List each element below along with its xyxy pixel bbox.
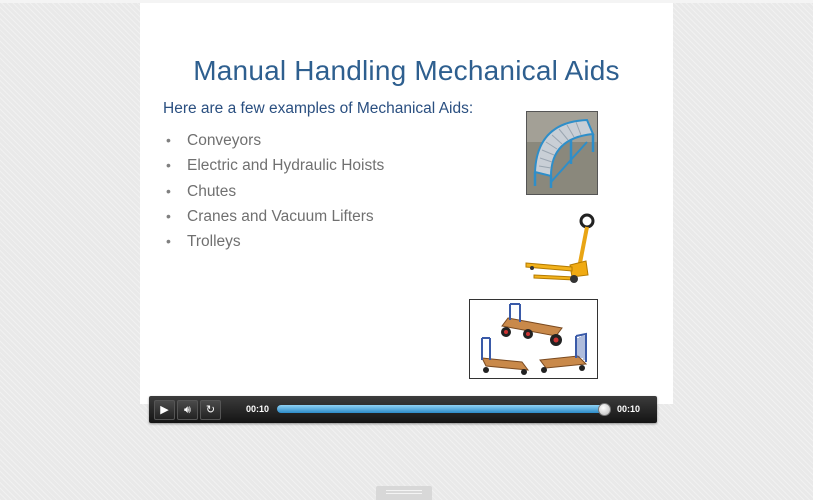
play-icon: ▶ bbox=[160, 404, 169, 416]
slide bbox=[140, 3, 673, 404]
collapse-handle[interactable] bbox=[376, 486, 432, 500]
bullet-icon: • bbox=[166, 157, 171, 174]
bullet-icon: • bbox=[166, 233, 171, 250]
slide-title: Manual Handling Mechanical Aids bbox=[193, 55, 620, 86]
play-button[interactable] bbox=[154, 400, 175, 420]
replay-button[interactable] bbox=[200, 400, 221, 420]
progress-track[interactable] bbox=[277, 405, 608, 413]
volume-icon: 🔊︎ bbox=[184, 404, 191, 416]
trolleys-image bbox=[469, 299, 598, 379]
bullet-icon: • bbox=[166, 182, 171, 199]
media-player bbox=[149, 396, 657, 423]
elapsed-time: 00:10 bbox=[246, 404, 270, 414]
volume-button[interactable] bbox=[177, 400, 198, 420]
bullet-item bbox=[164, 208, 384, 233]
progress-handle[interactable] bbox=[598, 403, 611, 416]
bullet-list bbox=[164, 132, 384, 258]
bullet-text: Trolleys bbox=[187, 233, 241, 251]
bullet-text: Chutes bbox=[187, 182, 237, 200]
bullet-text: Cranes and Vacuum Lifters bbox=[187, 207, 374, 225]
replay-icon: ↻ bbox=[205, 404, 216, 416]
total-time: 00:10 bbox=[617, 404, 641, 414]
progress-fill bbox=[277, 405, 604, 413]
bullet-item bbox=[164, 132, 384, 157]
bullet-icon: • bbox=[166, 207, 171, 224]
pallet-truck-image bbox=[524, 213, 599, 285]
bullet-item bbox=[164, 157, 384, 182]
bullet-item bbox=[164, 183, 384, 208]
bullet-text: Electric and Hydraulic Hoists bbox=[187, 157, 385, 175]
slide-intro: Here are a few examples of Mechanical Aids: bbox=[163, 100, 474, 117]
bullet-text: Conveyors bbox=[187, 132, 262, 149]
roller-conveyor-image bbox=[526, 111, 598, 195]
bullet-icon: • bbox=[166, 132, 171, 148]
bullet-item bbox=[164, 233, 384, 258]
